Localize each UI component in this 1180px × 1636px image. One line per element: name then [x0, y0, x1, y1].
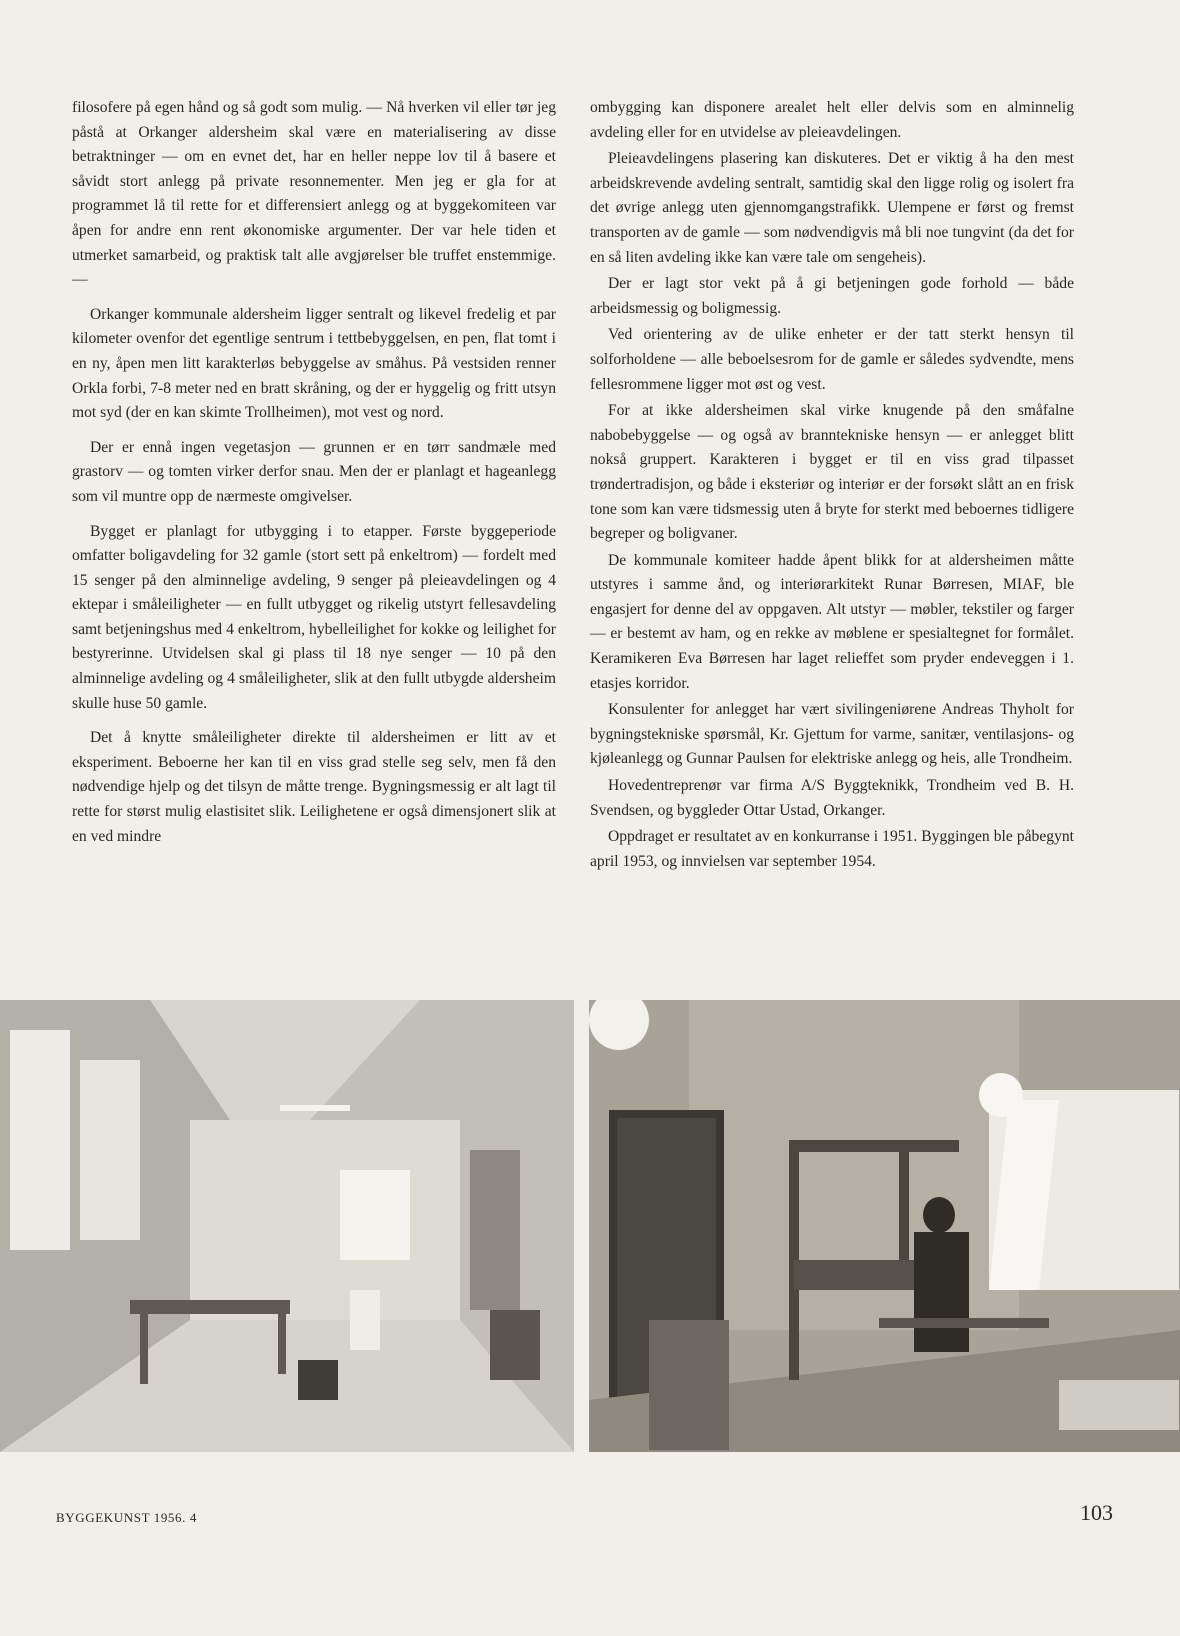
paragraph: For at ikke aldersheimen skal virke knugende på den småfalne nabobebyggelse — og også av branntekniske hensyn — er anlegget blitt nokså gruppert. Karakteren i bygget er til en viss grad tilpasset trøndertradisjon, og både i eksteriør og interiør er der forsøkt slått an en frisk tone som kan være tidsmessig uten å bryte for sterkt med beboernes tidligere begreper og boligvaner. — [590, 402, 1074, 543]
paragraph: Det å knytte småleiligheter direkte til aldersheimen er litt av et eksperiment. Beboerne her kan til en viss grad stelle seg selv, men få den nødvendige hjelp og det tilsyn de måtte trenge. Bygningsmessig er alt lagt til rette for størst mulig elastisitet slik. Leilighetene er også dimensjonert slik at en ved mindre — [72, 729, 556, 845]
paragraph: Orkanger kommunale aldersheim ligger sentralt og likevel fredelig et par kilometer ovenfor det egentlige sentrum i tettbebyggelsen, en pen, flat tomt i en ny, åpen men litt karakterløs bebyggelse av småhus. På vestsiden renner Orkla forbi, 7-8 meter ned en bratt skråning, og der er hyggelig og fritt utsyn mot syd (der en kan skimte Trollheimen), mot vest og nord. — [72, 305, 556, 422]
photo-workroom-interior — [0, 1000, 574, 1452]
paragraph: Pleieavdelingens plasering kan diskuteres. Det er viktig å ha den mest arbeidskrevende avdeling sentralt, samtidig skal den ligge rolig og isolert fra det øvrige anlegg uten gjennomgangstrafikk. Ulempene er først og fremst transporten av de gamle — som nødvendigvis må bli noe tungvint (da det for en så liten avdeling ikke kan være tale om sengeheis). — [590, 150, 1074, 266]
paragraph: Ved orientering av de ulike enheter er der tatt sterkt hensyn til solforholdene — alle beboelsesrom for de gamle er således sydvendte, mens fellesrommene ligger mot øst og vest. — [590, 326, 1074, 393]
paragraph: De kommunale komiteer hadde åpent blikk for at aldersheimen måtte utstyres i samme ånd, og interiørarkitekt Runar Børresen, MIAF, ble engasjert for denne del av oppgaven. Alt utstyr — møbler, tekstiler og farger — er bestemt av ham, og en rekke av møblene er spesialtegnet for formålet. Keramikeren Eva Børresen har laget relieffet som pryder endeveggen i 1. etasjes korridor. — [590, 551, 1074, 692]
paragraph: Oppdraget er resultatet av en konkurranse i 1951. Byggingen ble påbegynt april 1953, og innvielsen var september 1954. — [590, 828, 1074, 870]
paragraph: Hovedentreprenør var firma A/S Byggteknikk, Trondheim ved B. H. Svendsen, og byggleder Ottar Ustad, Orkanger. — [590, 777, 1074, 819]
paragraph: Der er ennå ingen vegetasjon — grunnen er en tørr sandmæle med grastorv — og tomten virker derfor snau. Men der er planlagt et hageanlegg som vil muntre opp de nærmeste omgivelser. — [72, 438, 556, 505]
text-column-right — [590, 96, 1074, 876]
paragraph: Bygget er planlagt for utbygging i to etapper. Første byggeperiode omfatter boligavdeling for 32 gamle (stort sett på enkeltrom) — fordelt med 15 senger på den alminnelige avdeling, 9 senger på pleieavdelingen og 4 ektepar i småleiligheter — en fullt utbygget og rikelig utstyrt fellesavdeling samt betjeningshus med 4 enkeltrom, hybelleilighet for kokke og leilighet for bestyrerinne. Utvidelsen skal gi plass til 18 nye senger — 10 på den alminnelige avdeling og 4 småleiligheter, slik at den fullt utbygde aldersheim skulle huse 50 gamle. — [72, 522, 556, 712]
page-number: 103 — [1080, 1500, 1113, 1525]
paragraph: filosofere på egen hånd og så godt som mulig. — Nå hverken vil eller tør jeg påstå at Orkanger aldersheim skal være en materialisering av disse betraktninger — om en evnet det, har en heller neppe lov til å basere et såvidt stort anlegg på private resonnementer. Men jeg er gla for at programmet lå til rette for et differensiert anlegg og at byggekomiteen var åpen for andre enn rent økonomiske argumenter. Der var hele tiden et utmerket samarbeid, og praktisk talt alle avgjørelser ble truffet enstemmige. — — [72, 99, 556, 289]
journal-footer: BYGGEKUNST 1956. 4 — [56, 1510, 197, 1525]
photo-weaving-room — [589, 1000, 1180, 1452]
paragraph: Konsulenter for anlegget har vært sivilingeniørene Andreas Thyholt for bygningstekniske spørsmål, Kr. Gjettum for varme, sanitær, ventilasjons- og kjøleanlegg og Gunnar Paulsen for elektriske anlegg og heis, alle Trondheim. — [590, 701, 1074, 768]
paragraph: ombygging kan disponere arealet helt eller delvis som en alminnelig avdeling eller for en utvidelse av pleieavdelingen. — [590, 99, 1074, 141]
paragraph: Der er lagt stor vekt på å gi betjeningen gode forhold — både arbeidsmessig og boligmessig. — [590, 275, 1074, 317]
text-column-left — [72, 96, 556, 859]
